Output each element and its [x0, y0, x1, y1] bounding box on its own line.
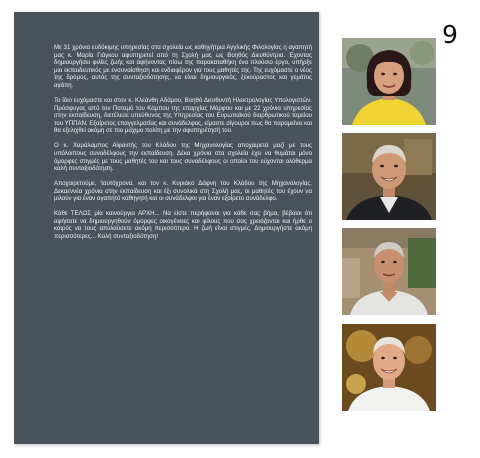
portrait-photo — [342, 38, 436, 125]
portrait-photo — [342, 133, 436, 220]
page-number: 9 — [442, 20, 458, 49]
paragraph-kyriakos-dafnis: Αποχαιρετούμε, ταυτόχρονα, και τον κ. Κυριάκο Δάφνη του Κλάδου της Μηχανολογίας. Δεκαεννέα χρόνια στην εκπαίδευση και έξι συνολικά στη Σχολή μας, οι μαθητές του έχουν να μιλούν για έναν αγαπητό καθηγητή και οι συνάδελφοι για έναν εξαίρετο συνάδελφο. — [54, 180, 312, 203]
article-text — [54, 44, 312, 248]
paragraph-charalambos-aifantis: Ο κ. Χαράλαμπος Αϊφαντής του Κλάδου της Μηχανολογίας αποχαιρετά μαζί με τους υπόλοιπους συναδέλφους την εκπαίδευση. Δέκα χρόνια στα σχολεία έχει να θυμάται μόνο όμορφες στιγμές με τους μαθητές του και τους συναδέλφους οι οποίοι του εύχονται ολόθερμα καλή συνταξιοδότηση. — [54, 142, 312, 173]
portrait-photo — [342, 228, 436, 315]
paragraph-closing: Κάθε ΤΕΛΟΣ μία καινούργια ΑΡΧΗ... Να είστε περήφανοι για κάθε σας βήμα, βέβαιοι ότι αφήσατε να δημιουργηθούν όμορφες οικογένειες και φίλους που σας χρειάζονται και ήρθε ο καιρός να τους απολαύσετε ακόμη περισσότερο. Η ζωή είναι στιγμές. Δημιουργήστε ακόμη περισσότερες... Καλή συνταξιοδότηση! — [54, 210, 312, 241]
text-panel — [14, 12, 319, 444]
portrait-photo — [342, 324, 436, 411]
paragraph-kleanthis-adamou: Το ίδιο ευχόμαστε και στον κ. Κλεάνθη Αδάμου, Βοηθό Διευθυντή Ηλεκτρολογίας Υπολογιστών. Πρόσφυγας από τον Ποταμό του Κάμπου της επαρχίας Μόρφου και με 22 χρόνια υπηρεσίας στην εκπαίδευση, διετέλεσε υπεύθυνος της Υπηρεσίας του Ευρωπαϊκού διαρθρωτικού ταμείου του ΥΠΠΑΝ. Εξαίρετος επαγγελματίας και συνάδελφος, είμαστε σίγουροι πως θα παραμείνει και θα εξελιχθεί ακόμη σε πιο μάχιμο πολίτη με την αφυπηρέτησή του. — [54, 96, 312, 135]
paragraph-maria-giagkou: Με 31 χρόνια ευδόκιμης υπηρεσίας στα σχολεία ως καθηγήτρια Αγγλικής Φιλολογίας η αγαπητή μας κ. Μαρία Γιάγκου αφυπηρετεί από τη Σχολή μας ως Βοηθός Διευθύντρια. Έχοντας δημιουργήσει φιλίες ζωής και αφήνοντας πίσω της παρακαταθήκη ένα πλούσιο έργο, υπήρξε μια εκπαιδευτικός με ενσυναίσθηση και ενδιαφέρον για τους μαθητές της. Της ευχόμαστε ο νέος της δρόμος, αυτός της συνταξιοδότησης, να είναι δημιουργικός, ξεκούραστος και γεμάτος αγάπη. — [54, 44, 312, 89]
